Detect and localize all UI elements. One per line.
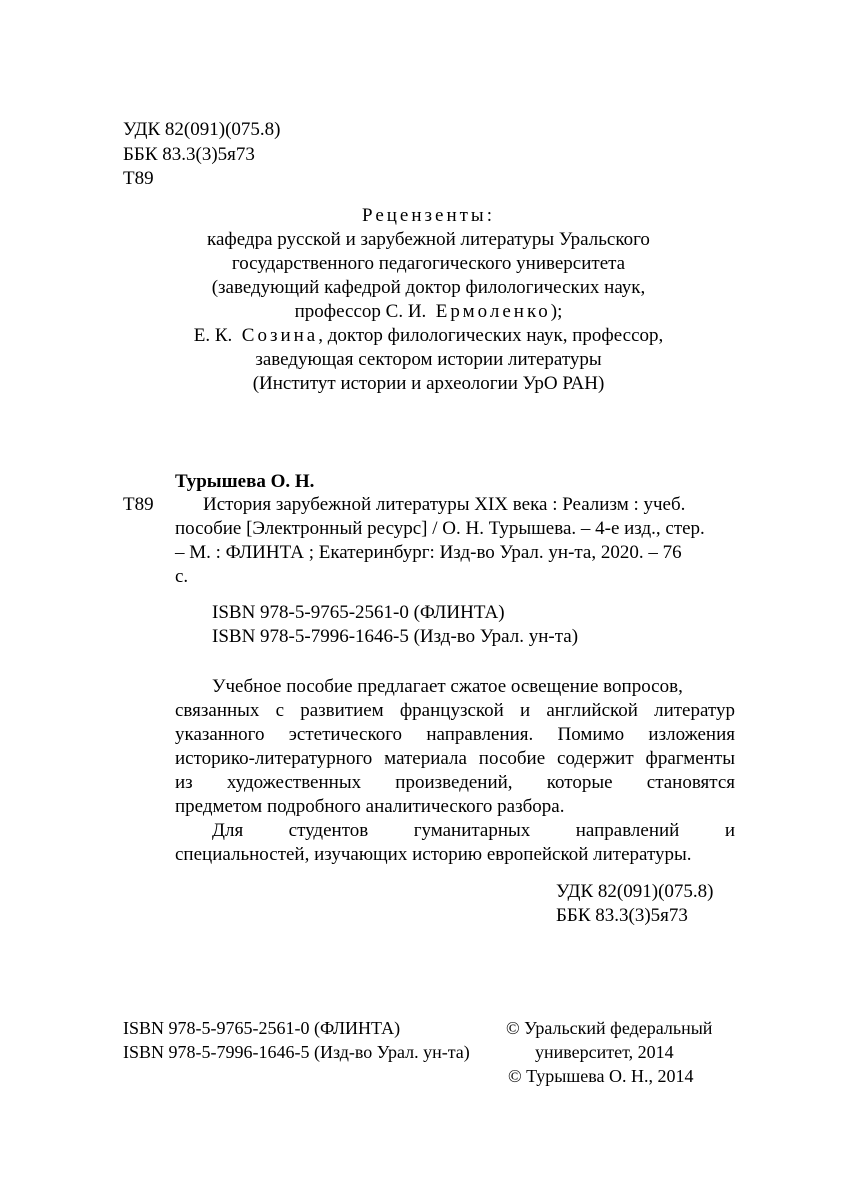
udk-code: УДК 82(091)(075.8) <box>123 119 281 140</box>
annotation-p1-line-1: Учебное пособие предлагает сжатое освещение вопросов, <box>212 676 683 697</box>
footer-isbn-2: ISBN 978-5-7996-1646-5 (Изд-во Урал. ун-та) <box>123 1042 470 1062</box>
catalog-mark: Т89 <box>123 494 154 515</box>
reviewer-line-3: (заведующий кафедрой доктор филологических наук, <box>211 277 646 298</box>
annotation-p2-line-1: Для студентов гуманитарных направлений и <box>212 820 735 841</box>
annotation-p1-line-3: указанного эстетического направления. Помимо изложения <box>175 724 735 745</box>
copyright-university-line-1: © Уральский федеральный <box>506 1018 713 1038</box>
annotation-p1-line-2: связанных с развитием французской и английской литератур <box>175 700 735 721</box>
reviewer-2-initials: Е. К. <box>193 325 233 346</box>
reviewer-line-6: заведующая сектором истории литературы <box>255 349 602 370</box>
annotation-p1-line-6: предметом подробного аналитического разбора. <box>175 796 565 817</box>
catalog-desc-line-4: с. <box>175 566 189 587</box>
catalog-desc-line-3: – М. : ФЛИНТА ; Екатеринбург: Изд-во Урал. ун-та, 2020. – 76 <box>175 542 682 563</box>
catalog-isbn-1: ISBN 978-5-9765-2561-0 (ФЛИНТА) <box>212 602 505 623</box>
catalog-desc-line-2: пособие [Электронный ресурс] / О. Н. Турышева. – 4-е изд., стер. <box>175 518 705 539</box>
reviewer-line-5 <box>0 324 857 348</box>
reviewer-line-1: кафедра русской и зарубежной литературы Уральского <box>207 229 650 250</box>
catalog-isbn-2: ISBN 978-5-7996-1646-5 (Изд-во Урал. ун-та) <box>212 626 579 647</box>
reviewer-2-name: Созина <box>241 325 319 346</box>
reviewer-2-suffix: , доктор филологических наук, профессор, <box>318 325 664 346</box>
reviewer-line-7: (Институт истории и археологии УрО РАН) <box>252 373 605 394</box>
reviewer-1-name: Ермоленко <box>435 301 551 322</box>
reviewer-line-2: государственного педагогического университета <box>231 253 626 274</box>
annotation-bbk: ББК 83.3(3)5я73 <box>556 905 688 926</box>
bbk-code: ББК 83.3(3)5я73 <box>123 144 255 165</box>
footer-isbn-1: ISBN 978-5-9765-2561-0 (ФЛИНТА) <box>123 1018 401 1038</box>
reviewers-heading: Рецензенты: <box>362 205 495 226</box>
annotation-p1-line-5: из художественных произведений, которые становятся <box>175 772 735 793</box>
catalog-desc-line-1: История зарубежной литературы XIX века : Реализм : учеб. <box>203 494 686 515</box>
copyright-author: © Турышева О. Н., 2014 <box>508 1066 694 1086</box>
annotation-p1-line-4: историко-литературного материала пособие содержит фрагменты <box>175 748 735 769</box>
reviewer-1-title: профессор С. И. <box>294 301 427 322</box>
reviewer-1-suffix: ); <box>550 301 563 322</box>
copyright-university-line-2: университет, 2014 <box>535 1042 674 1062</box>
annotation-udk: УДК 82(091)(075.8) <box>556 881 714 902</box>
author-mark: Т89 <box>123 168 154 189</box>
annotation-p2-line-2: специальностей, изучающих историю европейской литературы. <box>175 844 692 865</box>
catalog-author: Турышева О. Н. <box>175 471 315 492</box>
reviewer-line-4 <box>0 300 857 324</box>
